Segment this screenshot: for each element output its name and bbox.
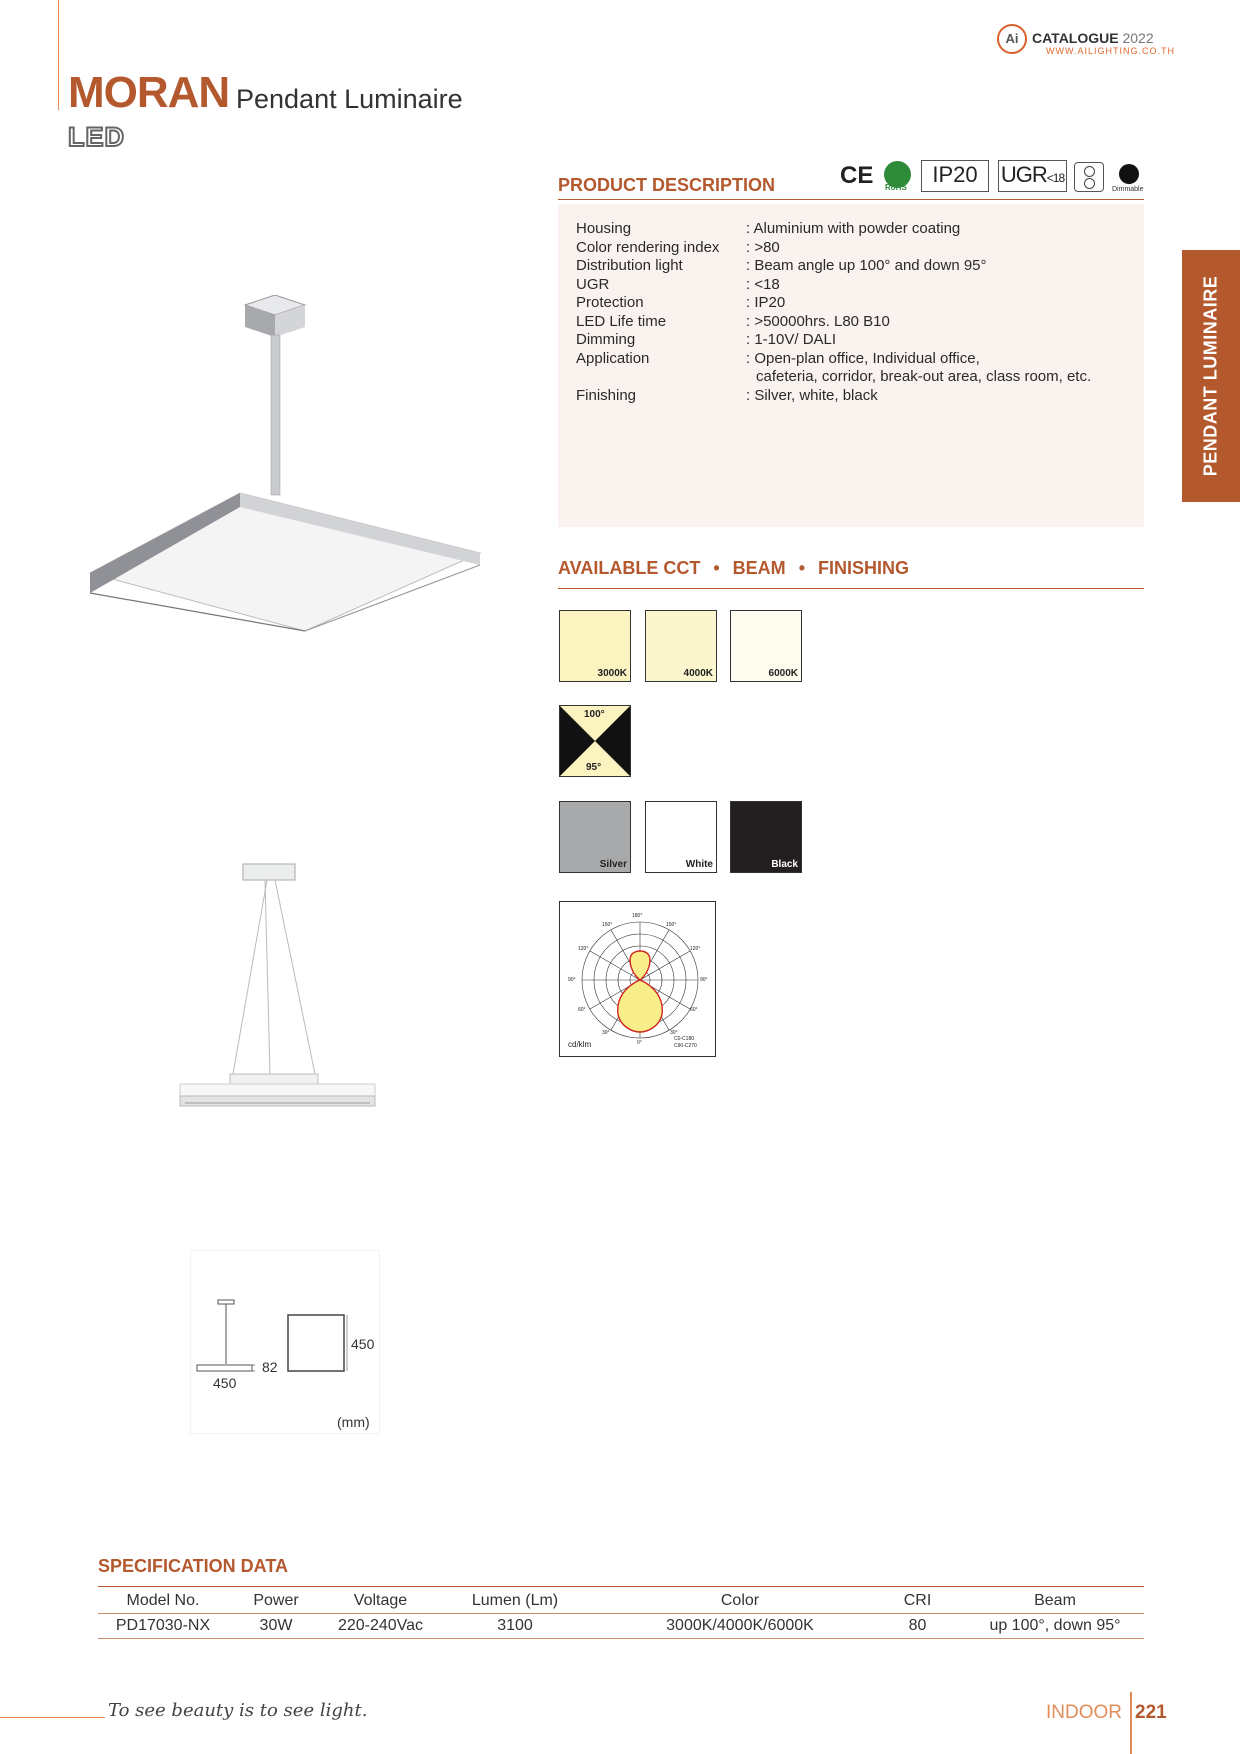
spec-value-protection: : IP20 [746,294,786,311]
catalogue-year: 2022 [1122,30,1154,46]
cct-label-6000k: 6000K [768,668,798,679]
ugr-badge [998,160,1067,192]
spec-label-protection: Protection [576,294,644,311]
brand-logo-icon: Ai [997,24,1027,54]
spec-label-application: Application [576,349,650,367]
footer-slogan: To see beauty is to see light. [108,1700,368,1721]
spec-value-lifetime: : >50000hrs. L80 B10 [746,312,890,330]
spec-value-distribution: : Beam angle up 100° and down 95° [746,257,987,274]
spec-value-dimming: : 1-10V/ DALI [746,331,837,348]
polar-legend-a: C0-C180 [674,1036,695,1042]
footer-divider [1130,1692,1132,1754]
spec-label-distribution: Distribution light [576,257,683,274]
heading-bullet: • [798,558,805,578]
table-cell-beam: up 100°, down 95° [989,1617,1121,1634]
cct-swatch-3000k [559,610,631,682]
polar-angle-label: 30° [602,1030,610,1036]
spec-label-housing: Housing [576,220,632,237]
polar-angle-label: 60° [690,1007,698,1013]
polar-top-label: 180° [632,913,643,919]
spec-value-application: : Open-plan office, Individual office, [746,349,980,367]
table-cell-color: 3000K/4000K/6000K [666,1617,814,1634]
available-rule [558,588,1144,589]
available-cct-label: AVAILABLE CCT [558,558,701,578]
polar-angle-label: 150° [666,922,677,928]
polar-angle-label: 120° [578,946,589,952]
footer-section-label: INDOOR [1046,1702,1122,1723]
table-header-lumen: Lumen (Lm) [471,1592,559,1609]
table-header-color: Color [720,1592,760,1609]
category-side-tab [1182,250,1240,502]
product-description-heading: PRODUCT DESCRIPTION [558,175,776,195]
heading-bullet: • [713,558,720,578]
cct-swatch-6000k [730,610,802,682]
table-cell-voltage: 220-240Vac [337,1617,424,1634]
spec-label-lifetime: LED Life time [576,312,667,330]
website-url[interactable]: WWW.AILIGHTING.CO.TH [1046,46,1175,56]
cct-swatch-4000k [645,610,717,682]
product-render-suspension [175,862,385,1112]
ip20-badge: IP20 [921,160,989,192]
product-subtitle: Pendant Luminaire [236,84,463,114]
footer-accent-line [0,1717,105,1718]
available-heading [558,558,909,579]
finish-label-white: White [685,859,713,870]
beam-up-label: 100° [584,709,605,720]
spec-value-housing: : Aluminium with powder coating [746,220,961,237]
dimension-width: 450 [213,1375,237,1391]
finish-label-black: Black [771,859,798,870]
table-cell-power: 30W [259,1617,293,1634]
ce-mark-icon: CE [840,162,874,189]
finish-label-silver: Silver [599,859,627,870]
spec-table-mid-rule [98,1613,1144,1614]
header-accent-line [58,0,59,110]
dimension-height: 82 [262,1359,278,1375]
rohs-label: RoHS [885,183,907,192]
table-header-voltage: Voltage [353,1592,408,1609]
spec-table-top-rule [98,1586,1144,1587]
ugr-label: UGR [1000,162,1047,187]
driver-class-icon [1074,162,1104,192]
category-side-tab-label: PENDANT LUMINAIRE [1200,275,1221,477]
cct-label-3000k: 3000K [597,668,627,679]
specification-heading: SPECIFICATION DATA [98,1556,288,1576]
spec-value-finishing: : Silver, white, black [746,386,878,404]
beam-swatch [559,705,631,777]
polar-angle-label: 0° [637,1040,642,1046]
catalogue-label [1032,30,1154,46]
spec-label-ugr: UGR [576,275,610,293]
polar-diagram [559,901,716,1057]
dimension-drawing [190,1250,380,1434]
page-number: 221 [1135,1702,1167,1723]
spec-value-ugr: : <18 [746,275,780,293]
polar-angle-label: 120° [690,946,701,952]
polar-unit-label: cd/klm [568,1040,592,1049]
table-cell-cri: 80 [908,1617,927,1634]
table-header-power: Power [253,1592,299,1609]
ugr-sub: <18 [1046,171,1065,185]
polar-angle-label: 90° [568,977,576,983]
table-header-cri: CRI [903,1592,932,1609]
spec-label-cri: Color rendering index [576,238,720,256]
catalogue-word: CATALOGUE [1032,30,1119,46]
polar-angle-label: 60° [578,1007,586,1013]
led-badge: LED [68,122,125,152]
finish-swatch-black [730,801,802,873]
cct-label-4000k: 4000K [683,668,713,679]
dimmable-label: Dimmable [1112,186,1144,193]
dimension-unit: (mm) [337,1414,370,1430]
available-finishing-label: FINISHING [818,558,910,578]
finish-swatch-white [645,801,717,873]
spec-label-finishing: Finishing [576,386,637,404]
spec-value-cri: : >80 [746,238,780,256]
beam-down-label: 95° [586,762,602,773]
dimension-depth: 450 [351,1336,375,1352]
polar-legend-b: C90-C270 [674,1043,697,1049]
spec-table-bottom-rule [98,1638,1144,1639]
finish-swatch-silver [559,801,631,873]
polar-grid [560,902,715,1056]
product-title: MORAN [68,68,230,117]
dimmable-icon [1119,164,1139,184]
product-render-main [85,295,485,645]
table-cell-lumen: 3100 [497,1617,533,1634]
product-description-rule [558,199,1144,200]
available-beam-label: BEAM [732,558,786,578]
polar-angle-label: 90° [700,977,708,983]
spec-value-application-cont: cafeteria, corridor, break-out area, class room, etc. [756,368,1092,385]
table-header-beam: Beam [1034,1592,1076,1609]
rohs-leaf-icon [884,161,911,192]
table-header-model: Model No. [126,1592,200,1609]
table-cell-model: PD17030-NX [115,1617,211,1634]
product-description-box [558,204,1144,527]
spec-label-dimming: Dimming [576,331,636,348]
polar-angle-label: 150° [602,922,613,928]
polar-angle-label: 30° [670,1030,678,1036]
